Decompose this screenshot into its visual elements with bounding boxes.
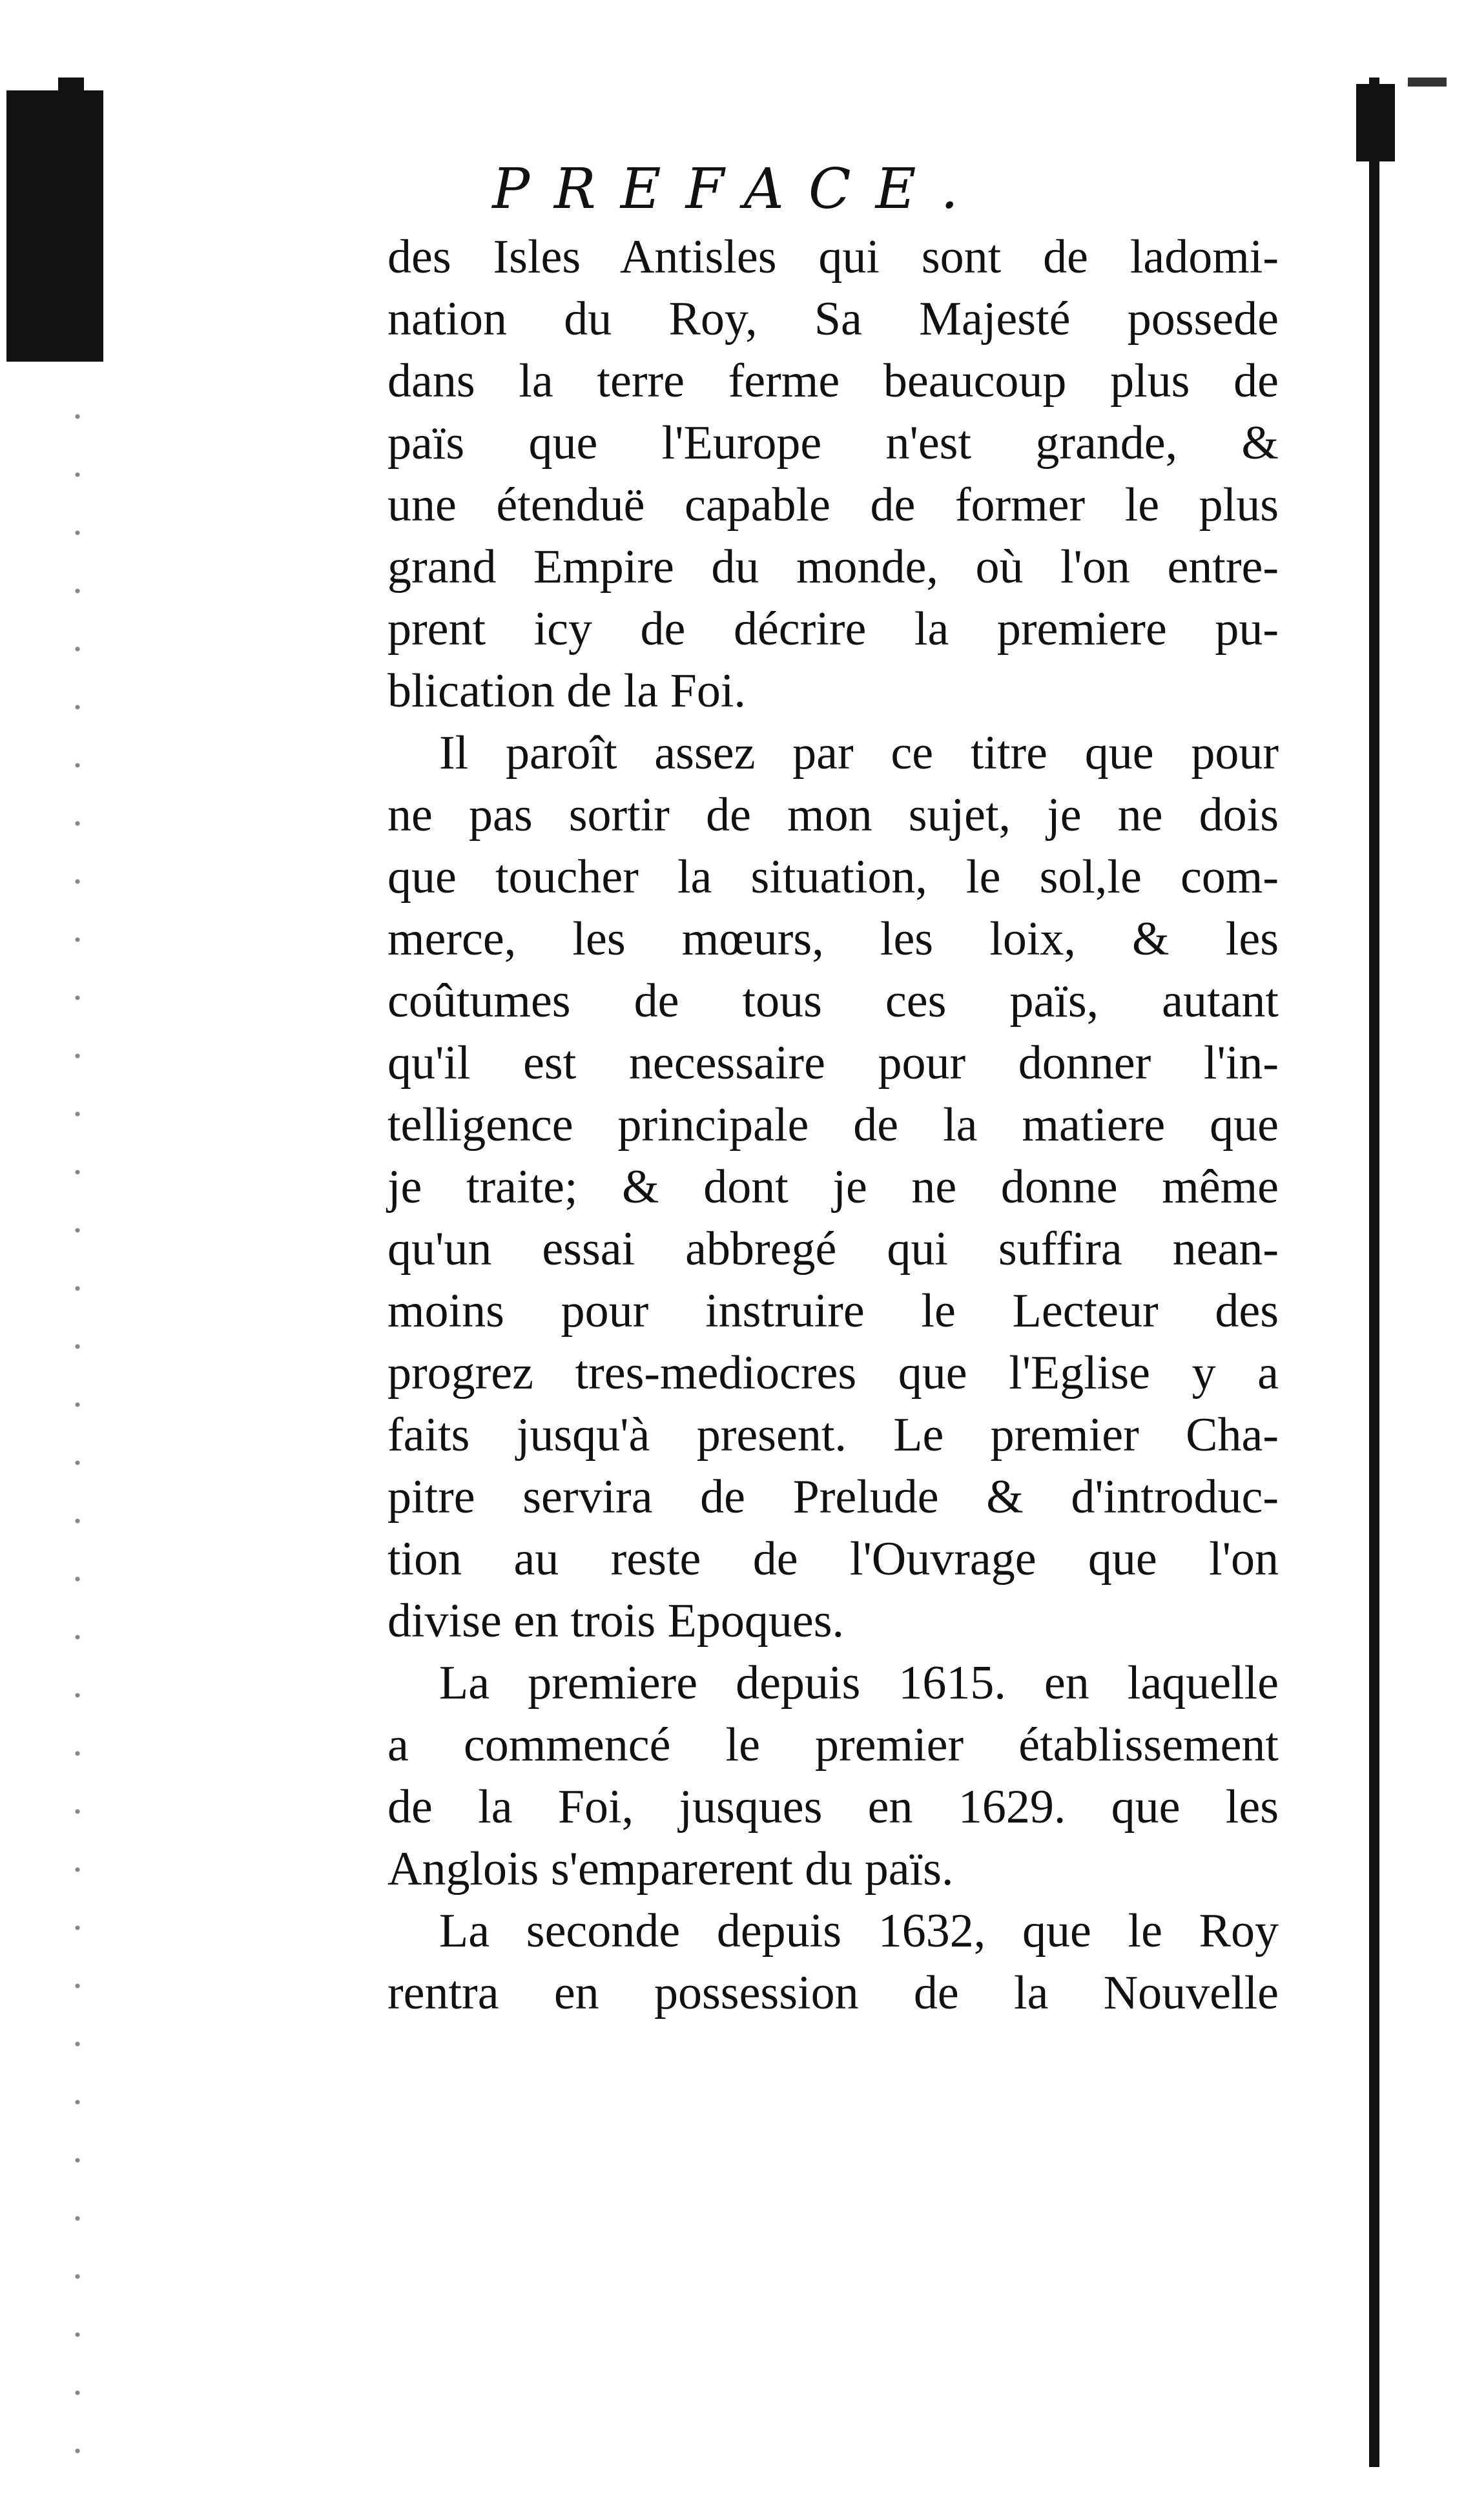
text-line: tion au reste de l'Ouvrage que l'on [387, 1533, 1279, 1585]
text-line: moins pour instruire le Lecteur des [387, 1285, 1279, 1337]
text-line: Il paroît assez par ce titre que pour [439, 727, 1279, 780]
text-line: blication de la Foi. [387, 665, 746, 718]
body-text [387, 226, 1279, 2024]
scan-edge-shadow-left [6, 90, 103, 362]
text-line: La seconde depuis 1632, que le Roy [439, 1905, 1279, 1957]
scan-edge-specks-left [65, 387, 90, 2454]
text-line: La premiere depuis 1615. en laquelle [439, 1657, 1279, 1709]
text-line: prent icy de décrire la premiere pu- [387, 603, 1279, 656]
text-line: grand Empire du monde, où l'on entre- [387, 541, 1279, 594]
text-line: telligence principale de la matiere que [387, 1099, 1279, 1152]
scan-edge-rule-right [1369, 77, 1379, 2467]
text-line: nation du Roy, Sa Majesté possede [387, 293, 1279, 346]
text-line: je traite; & dont je ne donne même [387, 1161, 1279, 1214]
text-line: pitre servira de Prelude & d'introduc- [387, 1471, 1279, 1523]
text-line: Anglois s'emparerent du païs. [387, 1843, 954, 1895]
text-line: qu'un essai abbregé qui suffira nean- [387, 1223, 1279, 1275]
text-line: rentra en possession de la Nouvelle [387, 1967, 1279, 2019]
text-line: ne pas sortir de mon sujet, je ne dois [387, 789, 1279, 842]
scan-edge-notch-left [58, 77, 84, 116]
text-line: dans la terre ferme beaucoup plus de [387, 355, 1279, 408]
text-line: merce, les mœurs, les loix, & les [387, 913, 1279, 966]
text-line: une étenduë capable de former le plus [387, 479, 1279, 532]
text-line: païs que l'Europe n'est grande, & [387, 417, 1279, 470]
text-line: progrez tres-mediocres que l'Eglise y a [387, 1347, 1279, 1399]
text-line: que toucher la situation, le sol,le com- [387, 851, 1279, 904]
text-line: de la Foi, jusques en 1629. que les [387, 1781, 1279, 1833]
scan-edge-mark-right [1408, 77, 1447, 87]
text-line: a commencé le premier établissement [387, 1719, 1279, 1771]
text-line: faits jusqu'à present. Le premier Cha- [387, 1409, 1279, 1461]
text-line: coûtumes de tous ces païs, autant [387, 975, 1279, 1028]
text-line: des Isles Antisles qui sont de ladomi- [387, 231, 1279, 284]
running-head: PREFACE. [492, 157, 983, 222]
text-line: divise en trois Epoques. [387, 1595, 845, 1647]
text-line: qu'il est necessaire pour donner l'in- [387, 1037, 1279, 1090]
